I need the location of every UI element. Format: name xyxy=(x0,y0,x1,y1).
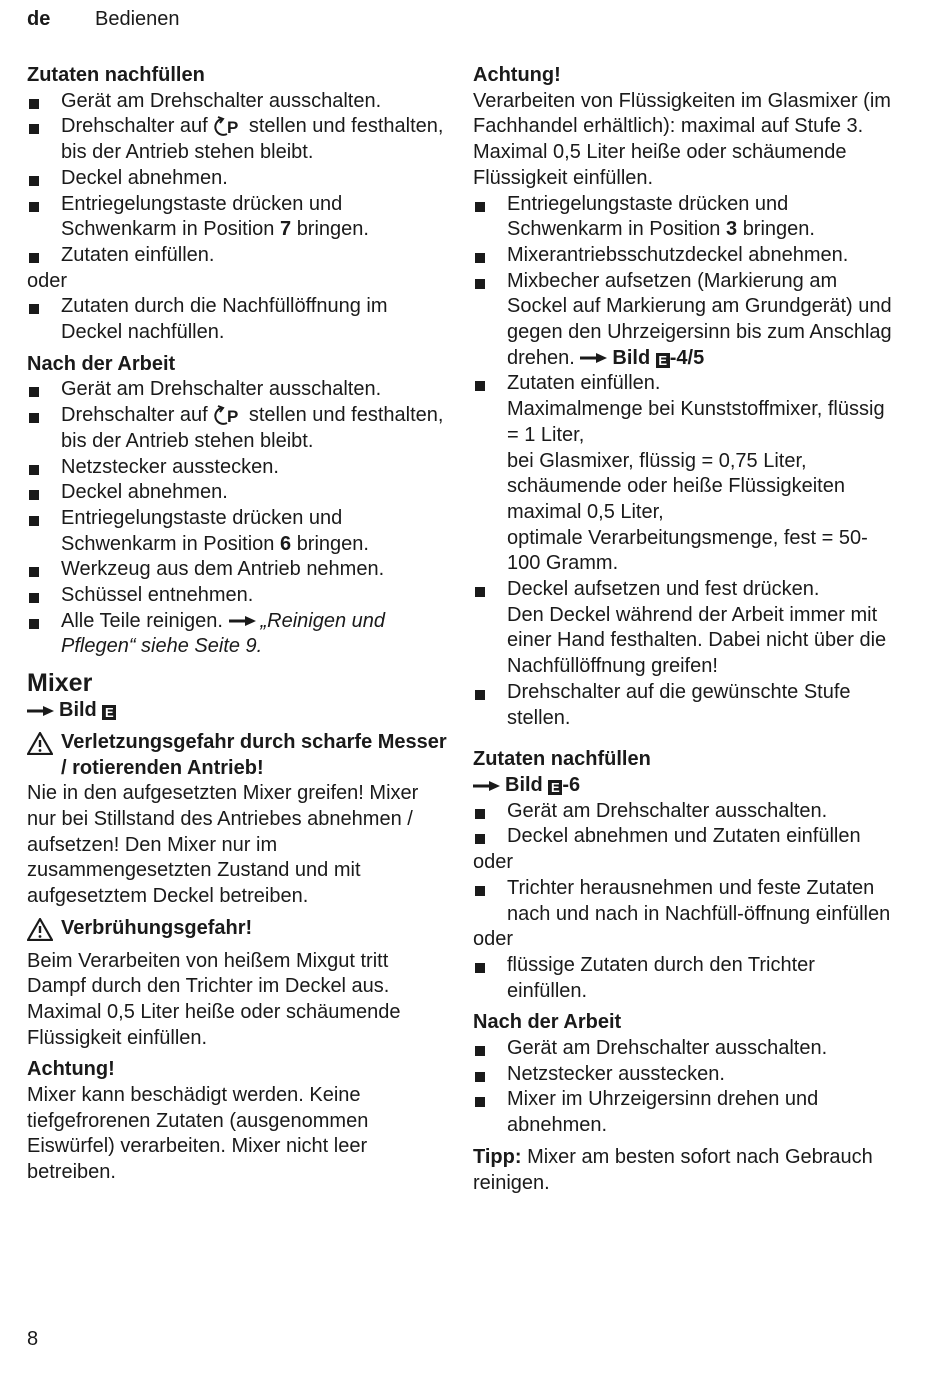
list-item: Netzstecker ausstecken. xyxy=(27,455,452,481)
figure-reference: Bild E xyxy=(27,698,452,724)
svg-text:P: P xyxy=(227,118,239,138)
list-item: Drehschalter auf P stellen und festhalten, bis der Antrieb stehen bleibt. xyxy=(27,114,452,165)
tip: Tipp: Mixer am besten sofort nach Gebrauch reinigen. xyxy=(473,1145,873,1194)
list-item: Drehschalter auf P stellen und festhalten, bis der Antrieb stehen bleibt. xyxy=(27,403,452,454)
mixer-steps-list xyxy=(473,192,893,732)
warning-text: Beim Verarbeiten von heißem Mixgut tritt Dampf durch den Trichter im Deckel aus. Maximal 0,5 Liter heiße oder schäumende Flüssigkeit einfüllen. xyxy=(27,949,401,1049)
list-item: Drehschalter auf die gewünschte Stufe stellen. xyxy=(473,680,893,731)
attention-text: Mixer kann beschädigt werden. Keine tiefgefrorenen Zutaten (ausgenommen Eiswürfel) verarbeiten. Mixer nicht leer betreiben. xyxy=(27,1084,369,1184)
warning-triangle-icon xyxy=(27,916,53,949)
list-item: Zutaten einfüllen. Maximalmenge bei Kunststoffmixer, flüssig = 1 Liter, bei Glasmixer, flüssig = 0,75 Liter, schäumende oder heiße Flüssigkeiten maximal 0,5 Liter, optimale Verarbeitungsmenge, fest = 50-100 Gramm. xyxy=(473,371,893,577)
oder-text: oder xyxy=(27,269,68,292)
heading-zutaten-nachfuellen: Zutaten nachfüllen xyxy=(27,64,205,86)
list-item: Gerät am Drehschalter ausschalten. xyxy=(473,1036,893,1062)
list-item: Entriegelungstaste drücken und Schwenkarm in Position 6 bringen. xyxy=(27,506,452,557)
list-item: Entriegelungstaste drücken und Schwenkarm in Position 7 bringen. xyxy=(27,192,452,243)
heading-achtung: Achtung! xyxy=(27,1058,115,1081)
arrow-right-icon xyxy=(580,353,608,363)
page-number: 8 xyxy=(27,1328,39,1350)
warning-title: Verletzungsgefahr durch scharfe Messer / rotierenden Antrieb! xyxy=(61,730,447,779)
list-item: Deckel aufsetzen und fest drücken. Den Deckel während der Arbeit immer mit einer Hand festhalten. Dabei nicht über die Nachfüllöffnung greifen! xyxy=(473,577,893,680)
page-header xyxy=(27,6,180,32)
figure-e-icon: E xyxy=(656,353,670,368)
warning-triangle-icon xyxy=(27,730,53,781)
warning-scald xyxy=(27,916,452,949)
warning-injury xyxy=(27,730,452,781)
warning-title: Verbrühungsgefahr! xyxy=(61,916,253,939)
heading-nach-der-arbeit: Nach der Arbeit xyxy=(27,352,176,375)
list-item: Deckel abnehmen. xyxy=(27,166,452,192)
list-item: Mixer im Uhrzeigersinn drehen und abnehmen. xyxy=(473,1087,893,1138)
list-item: Gerät am Drehschalter ausschalten. xyxy=(473,799,893,825)
list-item: Zutaten einfüllen. xyxy=(27,243,452,269)
list-item: Alle Teile reinigen. „Reinigen und Pflegen“ siehe Seite 9. xyxy=(27,609,452,660)
left-column xyxy=(27,63,452,1186)
arrow-right-icon xyxy=(473,781,501,791)
heading-zutaten-nachfuellen: Zutaten nachfüllen xyxy=(473,748,651,771)
list-item: Schüssel entnehmen. xyxy=(27,583,452,609)
list-item: Mixerantriebsschutzdeckel abnehmen. xyxy=(473,243,893,269)
oder-text: oder xyxy=(473,928,514,951)
list-item: Mixbecher aufsetzen (Markierung am Sockel auf Markierung am Grundgerät) und gegen den Uhrzeigersinn bis zum Anschlag drehen. Bild E -4/5 xyxy=(473,269,893,372)
oder-text: oder xyxy=(473,851,514,874)
warning-text: Nie in den aufgesetzten Mixer greifen! Mixer nur bei Stillstand des Antriebes abnehmen / aufsetzen! Den Mixer nur im zusammengesetzten Zustand und mit aufgesetztem Deckel betreiben. xyxy=(27,782,419,908)
list-item: Deckel abnehmen und Zutaten einfüllen xyxy=(473,824,893,850)
attention-text: Verarbeiten von Flüssigkeiten im Glasmixer (im Fachhandel erhältlich): maximal auf Stufe 3. Maximal 0,5 Liter heiße oder schäumende Flüssigkeit einfüllen. xyxy=(473,89,891,189)
section-title: Bedienen xyxy=(95,8,180,30)
svg-text:P: P xyxy=(227,406,239,426)
list-item: Gerät am Drehschalter ausschalten. xyxy=(27,89,452,115)
arrow-right-icon xyxy=(27,706,55,716)
list-item: Entriegelungstaste drücken und Schwenkarm in Position 3 bringen. xyxy=(473,192,893,243)
language-code: de xyxy=(27,8,51,30)
figure-reference: Bild E -6 xyxy=(473,773,893,799)
list-item: Gerät am Drehschalter ausschalten. xyxy=(27,377,452,403)
list-item: Werkzeug aus dem Antrieb nehmen. xyxy=(27,557,452,583)
figure-reference: Bild E -4/5 xyxy=(580,347,704,369)
list-item: flüssige Zutaten durch den Trichter einfüllen. xyxy=(473,953,893,1004)
pulse-switch-icon xyxy=(213,404,243,428)
list-item: Deckel abnehmen. xyxy=(27,480,452,506)
heading-nach-der-arbeit: Nach der Arbeit xyxy=(473,1011,622,1034)
arrow-right-icon xyxy=(229,616,257,626)
heading-achtung: Achtung! xyxy=(473,64,561,86)
list-item: Trichter herausnehmen und feste Zutaten nach und nach in Nachfüll-öffnung einfüllen xyxy=(473,876,893,927)
after-list xyxy=(27,377,452,660)
heading-mixer: Mixer xyxy=(27,669,93,698)
figure-e-icon: E xyxy=(102,705,116,720)
right-column xyxy=(473,63,893,1196)
list-item: Zutaten durch die Nachfüllöffnung im Deckel nachfüllen. xyxy=(27,294,452,345)
pulse-switch-icon xyxy=(213,115,243,139)
figure-e-icon: E xyxy=(548,780,562,795)
list-item: Netzstecker ausstecken. xyxy=(473,1062,893,1088)
refill-list xyxy=(27,89,452,269)
